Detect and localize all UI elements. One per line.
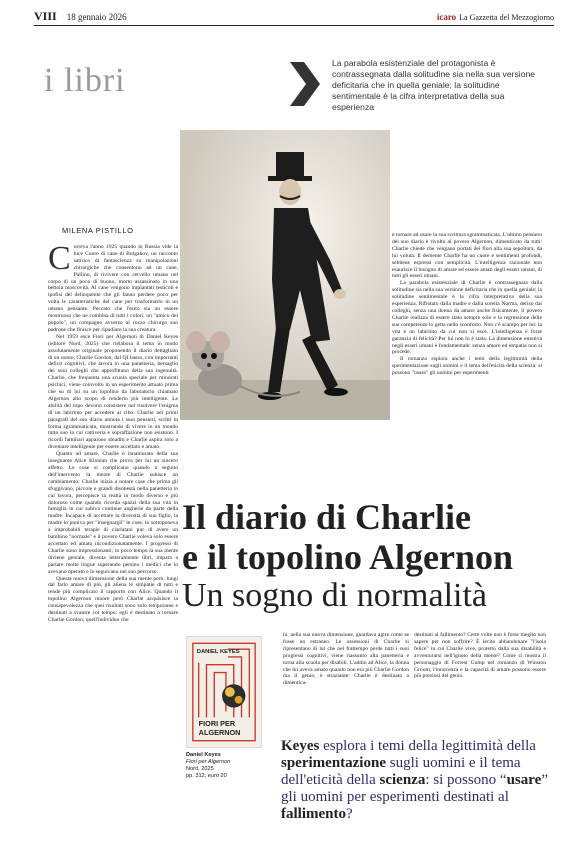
deck-text: : si possono “	[425, 772, 507, 788]
deck-keyword: Keyes	[281, 738, 320, 754]
article-column-mid-2	[414, 632, 546, 680]
book-cover-title-1: FIORI PER	[198, 719, 236, 729]
headline	[182, 497, 557, 615]
caption-publisher: Nord, 2025	[186, 766, 214, 772]
newspaper-name: La Gazzetta del Mezzogiorno	[459, 12, 554, 22]
deck-quote	[281, 738, 556, 823]
headline-line-2: e il topolino Algernon	[182, 537, 514, 577]
byline: MILENA PISTILLO	[62, 226, 134, 235]
article-column-right	[392, 232, 542, 377]
illustration-man-and-mouse	[180, 130, 390, 420]
deck-keyword: fallimento	[281, 806, 346, 822]
paragraph: Il romanzo esplora anche i temi della legittimità della sperimentazione sugli uomini e il tema dell'eticità della scienza: si possono "usare" gli uomini per esperimenti	[392, 356, 542, 377]
deck-text: sugli uomini e il tema dell'eticità della	[281, 755, 521, 788]
caption-author: Daniel Keyes	[186, 752, 221, 758]
deck-keyword: usare	[506, 772, 542, 788]
paragraph: Questa nuova dimensione della sua mente però, lungi dal farlo amare di più, gli aliena le simpatie di tutti e rende più complicato il rapporto con Alice. Quando il topolino Algernon muore però Charlie acquisisce la consapevolezza che quei risultati sono solo temporanei e destinati a svanire col tempo: egli è destinato a tornare Charlie Gordon, quell'individuo che	[48, 575, 178, 623]
chevron-right-icon	[290, 62, 320, 106]
paragraph: La parabola esistenziale di Charlie è contrassegnata dalla solitudine sia nella sua versione deficitaria che in quella geniale; la solitudine sentimentale è la cifra interpretativa della sua esperienza. Rifiutato dalla madre e dalla sorella Norma, deriso dai colleghi, senza una donna da amare anche fisicamente, il povero Charlie realizza di essere stato sempre solo e la regressione delle sue competenze lo getta nello sconforto. Non c'è scampo per lui: la vita è un labirinto da cui non si esce. L'intelligenza è forse garanzia di felicità? Per lui non lo è stata. La dimensione emotiva negli esseri umani è fondamentale: senza amore ed empatia non si procede.	[392, 280, 542, 356]
book-cover-title-2: ALGERNON	[198, 727, 241, 737]
article-column-left	[48, 240, 178, 624]
paragraph: hi, nella sua nuova dimensione, guardava agire come se fosse un estraneo. Le ossessioni di Charlie si ripresentano di lui che nel frattempo perde tutti i suoi progressi cognitivi, viene riassunto alla panetteria e torna alla scuola per disabili. L'addio ad Alice, la donna che lui aveva amato quando non era più Charlie Gordon ma il genio, è straziante: Charlie è destinato a dimentica-	[283, 632, 409, 687]
deck-text: ?	[346, 806, 353, 822]
pull-quote: La parabola esistenziale del protagonista è contrassegnata dalla solitudine sia nella sua versione deficitaria che in quella geniale; la solitudine sentimentale è la cifra interpretativa della sua esperienza	[332, 58, 536, 112]
deck-keyword: sperimentazione	[281, 755, 386, 771]
paragraph-text: orreva l'anno 1925 quando in Russia vide la luce Cuore di cane di Bulgakov, un racconto satirico di fantascienza su manipolazioni chirurgiche che consentono ad un cane, Pallino, di rivivere con cervello umano nel corpo di un poco di buono, morto assassinato in una bettola moscovita. Al cane vengono impiantati testicoli e ipofisi del delinquente che gli fanno perdere poco per volta le caratteristiche del cane per trasformarlo in un umano pensante. Peccato che l'esito sia un essere mostruoso che ne combina di tutti i colori, un "amico del popolo", un compagno avverso al rozzo chirurgo suo padrone che finisce per ripudiare la sua creatura.	[48, 244, 178, 333]
subheadline: Un sogno di normalità	[182, 577, 488, 614]
paragraph: destinati al fallimento? Certe volte non è forse meglio non sapere per non soffrire? È lecito abbandonare "l'isola felice" in cui Charlie vive, protetto dalla sua disabilità e avventurarsi nell'ignoto della mente? Come ci mostra il personaggio di Forrest Gump nel romanzo di Winston Groom, l'innocenza e la capacità di amare possono essere più preziosi del genio.	[414, 632, 546, 680]
book-caption	[186, 752, 266, 780]
paragraph: Nel 1959 esce Fiori per Algernon di Daniel Keyes (editore Nord, 2025) che rielabora il tema in modo assolutamente originale proponendo il diario dettagliato di un uomo, Charlie Gordon, dal QI basso, con importanti deficit cognitivi, che lavora in una panetteria, bersaglio dei suoi colleghi che approfittano della sua ingenuità. Charlie, che frequenta una scuola speciale per minorati psichici, viene coinvolto in un esperimento attuato prima che su di lui su un topolino da laboratorio chiamato Algernon allo scopo di renderlo più intelligente. Le abilità del topo devono consistere nel risolvere l'enigma di un labirinto per accedere al cibo. Charlie nei primi paragrafi del suo diario annota i suoi pensieri, scritti in forma sgrammaticata, mostrando di vivere in un mondo tutto suo in cui cattiveria e sopraffazione non esistono. I ricordi familiari appaiono sbiaditi e Charlie aspira solo a diventare intelligente per essere accettato e amato.	[48, 333, 178, 451]
section-title: i libri	[44, 62, 126, 99]
book-cover-image	[186, 636, 262, 748]
deck-keyword: scienza	[379, 772, 426, 788]
drop-cap: C	[48, 240, 71, 277]
caption-title: Fiori per Algernon	[186, 759, 231, 765]
book-cover-author: DANIEL KEYES	[196, 649, 240, 656]
caption-details: pp. 312, euro 20	[186, 773, 227, 779]
page-number: VIII	[34, 9, 57, 23]
paragraph	[48, 240, 178, 334]
deck-text: esplora i temi della legittimità della	[319, 738, 536, 754]
issue-date: 18 gennaio 2026	[66, 11, 127, 22]
headline-line-1: Il diario di Charlie	[182, 497, 472, 537]
deck-text: ” gli uomini per esperimenti destinati al	[281, 772, 548, 805]
brand-logo: icaro	[436, 11, 457, 22]
masthead	[437, 12, 554, 22]
page-header	[34, 8, 554, 26]
paragraph: Quanto ad amare, Charlie è innamorato della sua insegnante Alice Kinnian che prova per lui un sincero affetto. Le cose si complicano quando a seguito dell'intervento la mente di Charlie subisce un cambiamento; Charlie inizia a notare cose che prima gli sfuggivano, piccole e grandi disonestà nella panetteria in cui lavora, percepisce la realtà in modo diverso e più doloroso come quando ricorda spazzi della sua vita in famiglia in cui subiva continue angherie da parte della madre. Incapace di accettare la diversità di suo figlio, la madre lo puniva per "insegnargli" le cose, lo sottoponeva a improbabili terapie di ciarlatani pur di avere un bambino "normale" e il povero Charlie voleva solo essere accettato ed amato incondizionatamente. I progressi di Charlie sono impressionanti; in poco tempo la sua mente diviene geniale, diventa letteralmente libri, impara a parlare molte lingue superando persino i medici che lo avevano operato e lo seguivano nel suo percorso.	[48, 451, 178, 575]
paragraph: e tornare ad usare la sua scrittura sgrammaticata. L'ultimo pensiero del suo diario è rivolto al povero Algernon, dimenticato da tutti: Charlie chiede che vengano portati dei fiori alla sua sepoltura, da lui voluta. Il demente Charlie ha un cuore e sentimenti profondi, sebbene espressi con semplicità. L'intelligenza razionale non esaurisce il bisogno di amare ed essere amati degli esseri umani, di tutti gli esseri umani.	[392, 232, 542, 280]
article-column-mid	[283, 632, 409, 687]
